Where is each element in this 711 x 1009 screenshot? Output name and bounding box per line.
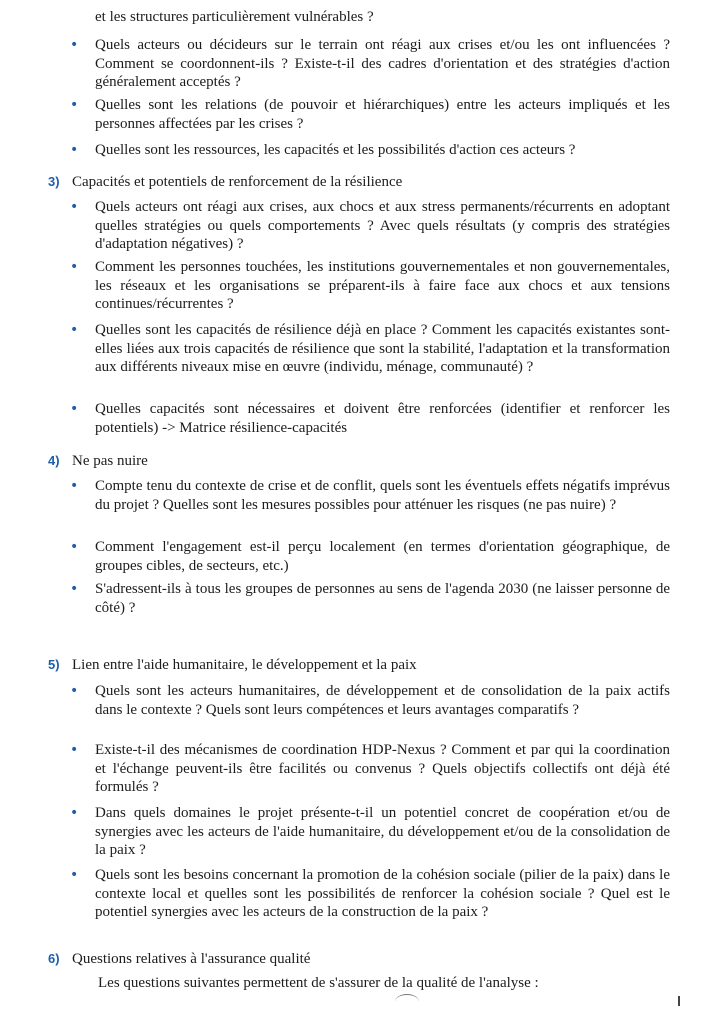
section-number: 3)	[48, 174, 60, 189]
list-item-text: S'adressent-ils à tous les groupes de personnes au sens de l'agenda 2030 (ne laisser personne de côté) ?	[95, 581, 670, 616]
bullet-marker: •	[70, 199, 79, 215]
bullet-marker: •	[70, 581, 79, 597]
bullet-marker: •	[70, 37, 79, 53]
section-title: Lien entre l'aide humanitaire, le développement et la paix	[72, 657, 417, 673]
list-item-text: Quels acteurs ont réagi aux crises, aux chocs et aux stress permanents/récurrents en adoptant quelles stratégies ou quels comportements ? Avec quels résultats (y compris des stratégies d'adaptation négatives) ?	[95, 199, 670, 252]
bullet-marker: •	[70, 805, 79, 821]
bullet-marker: •	[70, 322, 79, 338]
bullet-marker: •	[70, 742, 79, 758]
section-number: 4)	[48, 453, 60, 468]
bullet-marker: •	[70, 478, 79, 494]
section-number: 6)	[48, 951, 60, 966]
list-item-text: Quelles sont les ressources, les capacités et les possibilités d'action ces acteurs ?	[95, 142, 576, 158]
list-item-text: Quelles capacités sont nécessaires et doivent être renforcées (identifier et renforcer les potentiels) -> Matrice résilience-capacités	[95, 401, 670, 436]
list-item-text: Quels sont les acteurs humanitaires, de développement et de consolidation de la paix actifs dans le contexte ? Quels sont leurs compétences et leurs avantages comparatifs ?	[95, 683, 670, 718]
bullet-marker: •	[70, 683, 79, 699]
bullet-marker: •	[70, 259, 79, 275]
edge-mark	[678, 996, 692, 1006]
bullet-marker: •	[70, 401, 79, 417]
section-title: Questions relatives à l'assurance qualité	[72, 951, 311, 967]
list-item-text: Comment les personnes touchées, les institutions gouvernementales et non gouvernementales, les réseaux et les organisations se préparent-ils à faire face aux chocs et aux tensions continues/récurrentes ?	[95, 259, 670, 312]
bullet-marker: •	[70, 539, 79, 555]
list-item-text: Dans quels domaines le projet présente-t-il un potentiel concret de coopération et/ou de synergies avec les acteurs de l'aide humanitaire, du développement et/ou de la consolidation de la paix ?	[95, 805, 670, 858]
list-item-text: Comment l'engagement est-il perçu localement (en termes d'orientation géographique, de groupes cibles, de secteurs, etc.)	[95, 539, 670, 574]
continuation-text: et les structures particulièrement vulnérables ?	[95, 9, 374, 25]
section-number: 5)	[48, 657, 60, 672]
bullet-marker: •	[70, 97, 79, 113]
closing-paragraph: Les questions suivantes permettent de s'assurer de la qualité de l'analyse :	[98, 975, 539, 991]
list-item-text: Quels sont les besoins concernant la promotion de la cohésion sociale (pilier de la paix) dans le contexte local et quelles sont les possibilités de renforcer la cohésion sociale ? Quel est le potentiel synergies avec les acteurs de la construction de la paix ?	[95, 867, 670, 920]
section-title: Capacités et potentiels de renforcement de la résilience	[72, 174, 403, 190]
handwritten-mark	[395, 994, 419, 1009]
section-title: Ne pas nuire	[72, 453, 148, 469]
list-item-text: Quelles sont les capacités de résilience déjà en place ? Comment les capacités existantes sont-elles liées aux trois capacités de résilience que sont la stabilité, l'adaptation et la transformation aux différents niveaux mise en œuvre (individu, ménage, communauté) ?	[95, 322, 670, 375]
list-item-text: Quels acteurs ou décideurs sur le terrain ont réagi aux crises et/ou les ont influencées ? Comment se coordonnent-ils ? Existe-t-il des cadres d'orientation et des stratégies d'action généralement acceptés ?	[95, 37, 670, 90]
list-item-text: Quelles sont les relations (de pouvoir et hiérarchiques) entre les acteurs impliqués et les personnes affectées par les crises ?	[95, 97, 670, 132]
list-item-text: Existe-t-il des mécanismes de coordination HDP-Nexus ? Comment et par qui la coordination et l'échange peuvent-ils être facilités ou convenus ? Quels objectifs collectifs ont déjà été formulés ?	[95, 742, 670, 795]
bullet-marker: •	[70, 867, 79, 883]
bullet-marker: •	[70, 142, 79, 158]
list-item-text: Compte tenu du contexte de crise et de conflit, quels sont les éventuels effets négatifs imprévus du projet ? Quelles sont les mesures possibles pour atténuer les risques (ne pas nuire) ?	[95, 478, 670, 513]
